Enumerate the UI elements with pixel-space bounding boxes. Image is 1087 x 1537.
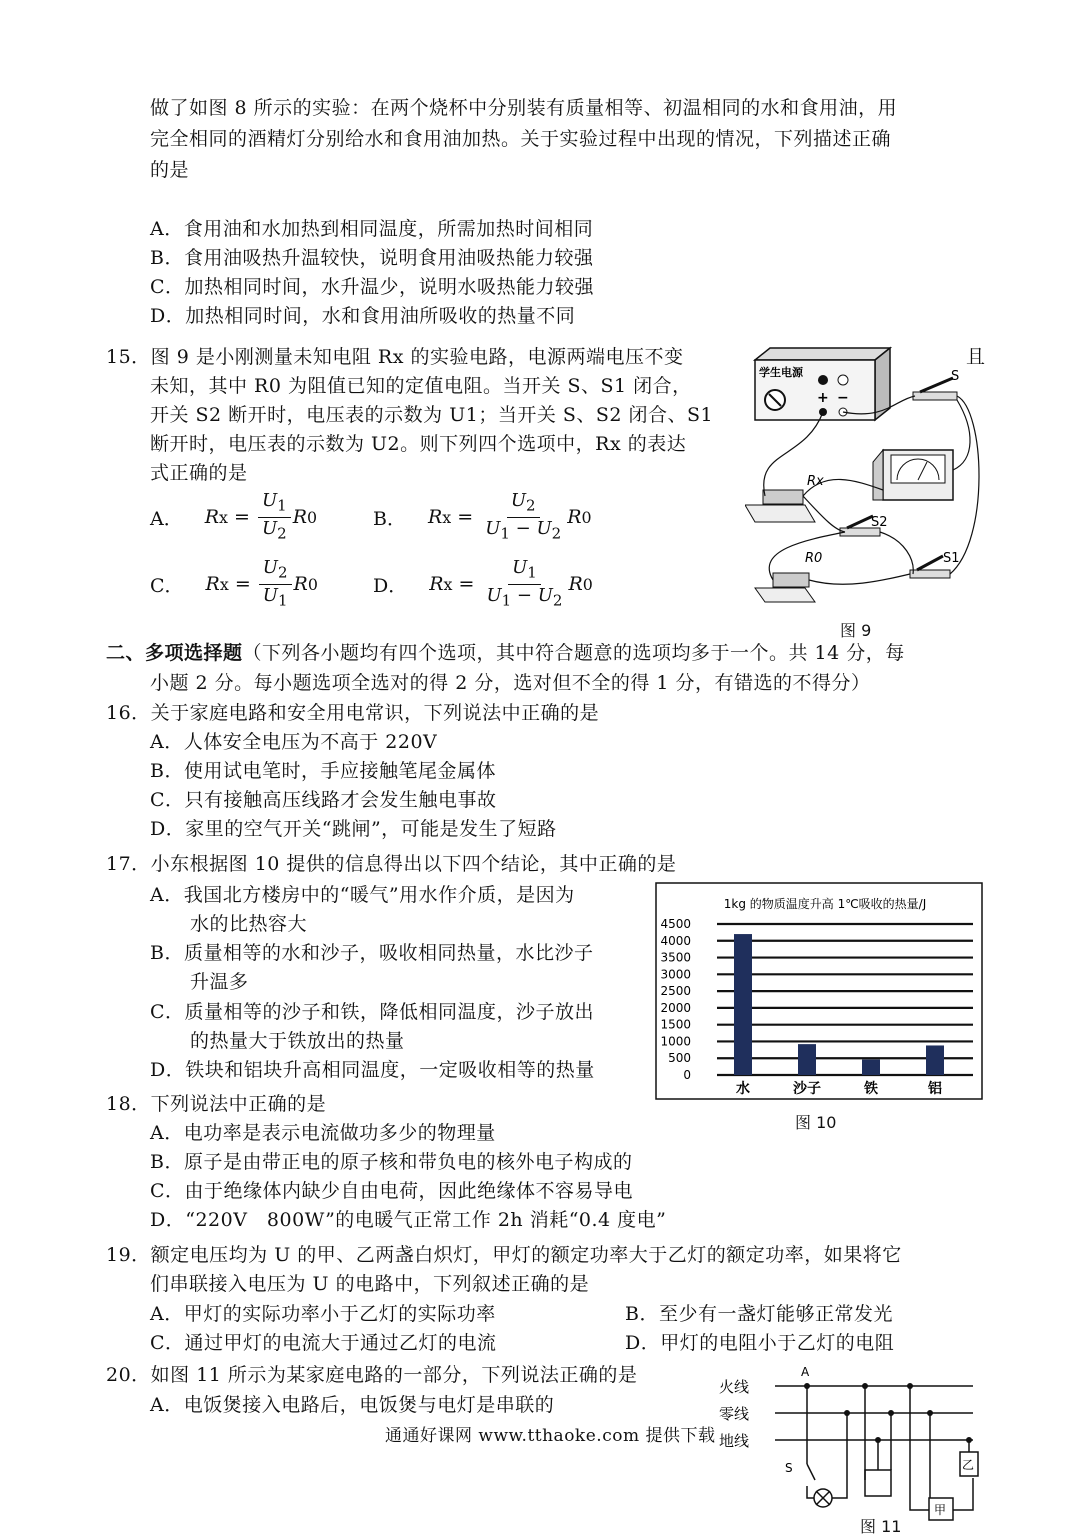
q17-option-d: D．铁块和铝块升高相同温度，一定吸收相等的热量 xyxy=(150,1059,595,1081)
chart-y-tick-label: 3000 xyxy=(660,967,691,982)
fig9-label-r0: R0 xyxy=(805,551,823,566)
svg-text:+: + xyxy=(817,390,829,406)
q19-option-c: C．通过甲灯的电流大于通过乙灯的电流 xyxy=(150,1332,497,1354)
chart-y-tick-label: 4000 xyxy=(660,933,691,948)
chart-bar-1 xyxy=(734,934,752,1075)
fig9-label-s1: S1 xyxy=(943,551,960,566)
q14-stem-line1: 做了如图 8 所示的实验：在两个烧杯中分别装有质量相等、初温相同的水和食用油，用 xyxy=(150,97,898,119)
fig11-label-yi: 乙 xyxy=(962,1458,975,1472)
q17-option-a-line2: 水的比热容大 xyxy=(190,913,308,935)
fig11-label-live: 火线 xyxy=(719,1378,750,1396)
chart-category-label: 铁 xyxy=(864,1081,878,1097)
q17-stem: 17．小东根据图 10 提供的信息得出以下四个结论，其中正确的是 xyxy=(106,853,677,875)
q18-option-d: D．“220V 800W”的电暖气正常工作 2h 消耗“0.4 度电” xyxy=(150,1209,667,1231)
q15-option-d-label: D． xyxy=(373,574,408,597)
section2-heading: 二、多项选择题 xyxy=(106,642,243,664)
chart-bar-2 xyxy=(798,1044,816,1075)
q15-stem-line2: 未知，其中 R0 为阻值已知的定值电阻。当开关 S、S1 闭合， xyxy=(150,375,692,397)
q17-option-b-line1: B．质量相等的水和沙子，吸收相同热量，水比沙子 xyxy=(150,942,594,964)
q18-option-c: C．由于绝缘体内缺少自由电荷，因此绝缘体不容易导电 xyxy=(150,1180,634,1202)
fig11-label-ground: 地线 xyxy=(719,1432,750,1450)
section2-desc-line1: （下列各小题均有四个选项，其中符合题意的选项均多于一个。共 14 分，每 xyxy=(242,642,905,664)
q15-formula-a: A． R x = $\frac{U_1}{U_2}$ R 0 xyxy=(150,490,318,543)
q15-formula-c: C． R x = $\frac{U_2}{U_1}$ R 0 xyxy=(150,557,318,610)
chart-bar-3 xyxy=(862,1060,880,1075)
fig9-label-s: S xyxy=(951,369,960,384)
q15-option-a-label: A． xyxy=(150,507,183,530)
fig11-label-a: A xyxy=(801,1365,810,1379)
q15-stem-line4: 断开时，电压表的示数为 U2。则下列四个选项中，Rx 的表达 xyxy=(150,433,687,455)
fig11-label-s: S xyxy=(785,1461,793,1475)
svg-text:−: − xyxy=(837,390,849,406)
q14-stem-line3: 的是 xyxy=(150,159,190,181)
q17-option-a-line1: A．我国北方楼房中的“暖气”用水作介质，是因为 xyxy=(150,884,575,906)
fig9-supply-label: 学生电源 xyxy=(759,366,803,379)
figure-9-circuit xyxy=(745,340,990,615)
figure-11-household-circuit xyxy=(715,1360,987,1532)
q18-option-b: B．原子是由带正电的原子核和带负电的核外电子构成的 xyxy=(150,1151,633,1173)
figure-11-caption: 图 11 xyxy=(860,1517,902,1536)
chart-category-label: 铝 xyxy=(928,1081,942,1097)
q16-option-d: D．家里的空气开关“跳闸”，可能是发生了短路 xyxy=(150,818,557,840)
q19-option-d: D．甲灯的电阻小于乙灯的电阻 xyxy=(625,1332,895,1354)
q18-stem: 18．下列说法中正确的是 xyxy=(106,1093,327,1115)
q16-stem: 16．关于家庭电路和安全用电常识，下列说法中正确的是 xyxy=(106,702,600,724)
q14-stem-line2: 完全相同的酒精灯分别给水和食用油加热。关于实验过程中出现的情况，下列描述正确 xyxy=(150,128,892,150)
q16-option-c: C．只有接触高压线路才会发生触电事故 xyxy=(150,789,497,811)
q15-stem-line3: 开关 S2 断开时，电压表的示数为 U1；当开关 S、S2 闭合、S1 xyxy=(150,404,714,426)
figure-9-caption: 图 9 xyxy=(840,621,872,640)
q14-option-d: D．加热相同时间，水和食用油所吸收的热量不同 xyxy=(150,305,576,327)
q20-stem: 20．如图 11 所示为某家庭电路的一部分，下列说法正确的是 xyxy=(106,1364,638,1386)
q15-formula-d: D． R x = $\frac{U_1}{U_1 - U_2}$ R 0 xyxy=(373,557,593,610)
fig11-label-neutral: 零线 xyxy=(719,1405,750,1423)
chart-y-tick-label: 3500 xyxy=(660,950,691,965)
chart-y-tick-label: 0 xyxy=(683,1068,691,1082)
figure-10-caption: 图 10 xyxy=(795,1113,837,1132)
figure-10-bar-chart xyxy=(655,882,983,1100)
q14-option-b: B．食用油吸热升温较快，说明食用油吸热能力较强 xyxy=(150,247,594,269)
fig9-label-s2: S2 xyxy=(871,515,888,530)
q19-stem-line1: 19．额定电压均为 U 的甲、乙两盏白炽灯，甲灯的额定功率大于乙灯的额定功率，如果将它 xyxy=(106,1244,902,1266)
chart-y-tick-label: 4500 xyxy=(660,917,691,931)
q17-option-c-line1: C．质量相等的沙子和铁，降低相同温度，沙子放出 xyxy=(150,1001,595,1023)
chart-title: 1kg 的物质温度升高 1℃吸收的热量/J xyxy=(723,897,927,911)
q15-formula-b: B． R x = $\frac{U_2}{U_1 - U_2}$ R 0 xyxy=(373,490,592,543)
q15-stem-tail: 且 xyxy=(966,346,986,368)
q17-option-c-line2: 的热量大于铁放出的热量 xyxy=(190,1030,405,1052)
chart-y-tick-label: 2500 xyxy=(660,984,691,999)
section2-heading-line1 xyxy=(106,640,905,666)
q19-option-a: A．甲灯的实际功率小于乙灯的实际功率 xyxy=(150,1303,496,1325)
q16-option-a: A．人体安全电压为不高于 220V xyxy=(150,731,438,753)
q19-option-b: B．至少有一盏灯能够正常发光 xyxy=(625,1303,893,1325)
chart-y-tick-label: 1500 xyxy=(660,1017,691,1032)
fig9-label-rx: Rx xyxy=(807,474,824,489)
q15-option-c-label: C． xyxy=(150,574,184,597)
q19-stem-line2: 们串联接入电压为 U 的电路中，下列叙述正确的是 xyxy=(150,1273,590,1295)
q17-option-b-line2: 升温多 xyxy=(190,971,249,993)
chart-category-label: 沙子 xyxy=(793,1081,821,1097)
section2-desc-line2: 小题 2 分。每小题选项全选对的得 2 分，选对但不全的得 1 分，有错选的不得分） xyxy=(150,672,871,694)
q16-option-b: B．使用试电笔时，手应接触笔尾金属体 xyxy=(150,760,496,782)
q15-stem-line5: 式正确的是 xyxy=(150,462,248,484)
q14-option-c: C．加热相同时间，水升温少，说明水吸热能力较强 xyxy=(150,276,595,298)
q14-option-a: A．食用油和水加热到相同温度，所需加热时间相同 xyxy=(150,218,594,240)
chart-bar-4 xyxy=(926,1045,944,1075)
q20-option-a: A．电饭煲接入电路后，电饭煲与电灯是串联的 xyxy=(150,1394,555,1416)
q15-option-b-label: B． xyxy=(373,507,406,530)
fig11-label-jia: 甲 xyxy=(934,1503,947,1517)
chart-y-tick-label: 500 xyxy=(668,1051,691,1066)
chart-category-label: 水 xyxy=(736,1081,750,1097)
page-footer: 通通好课网 www.tthaoke.com 提供下载 xyxy=(385,1426,716,1446)
q15-stem-line1: 15．图 9 是小刚测量未知电阻 Rx 的实验电路，电源两端电压不变 xyxy=(106,346,684,368)
chart-y-tick-label: 1000 xyxy=(660,1034,691,1049)
chart-y-tick-label: 2000 xyxy=(660,1000,691,1015)
q18-option-a: A．电功率是表示电流做功多少的物理量 xyxy=(150,1122,496,1144)
